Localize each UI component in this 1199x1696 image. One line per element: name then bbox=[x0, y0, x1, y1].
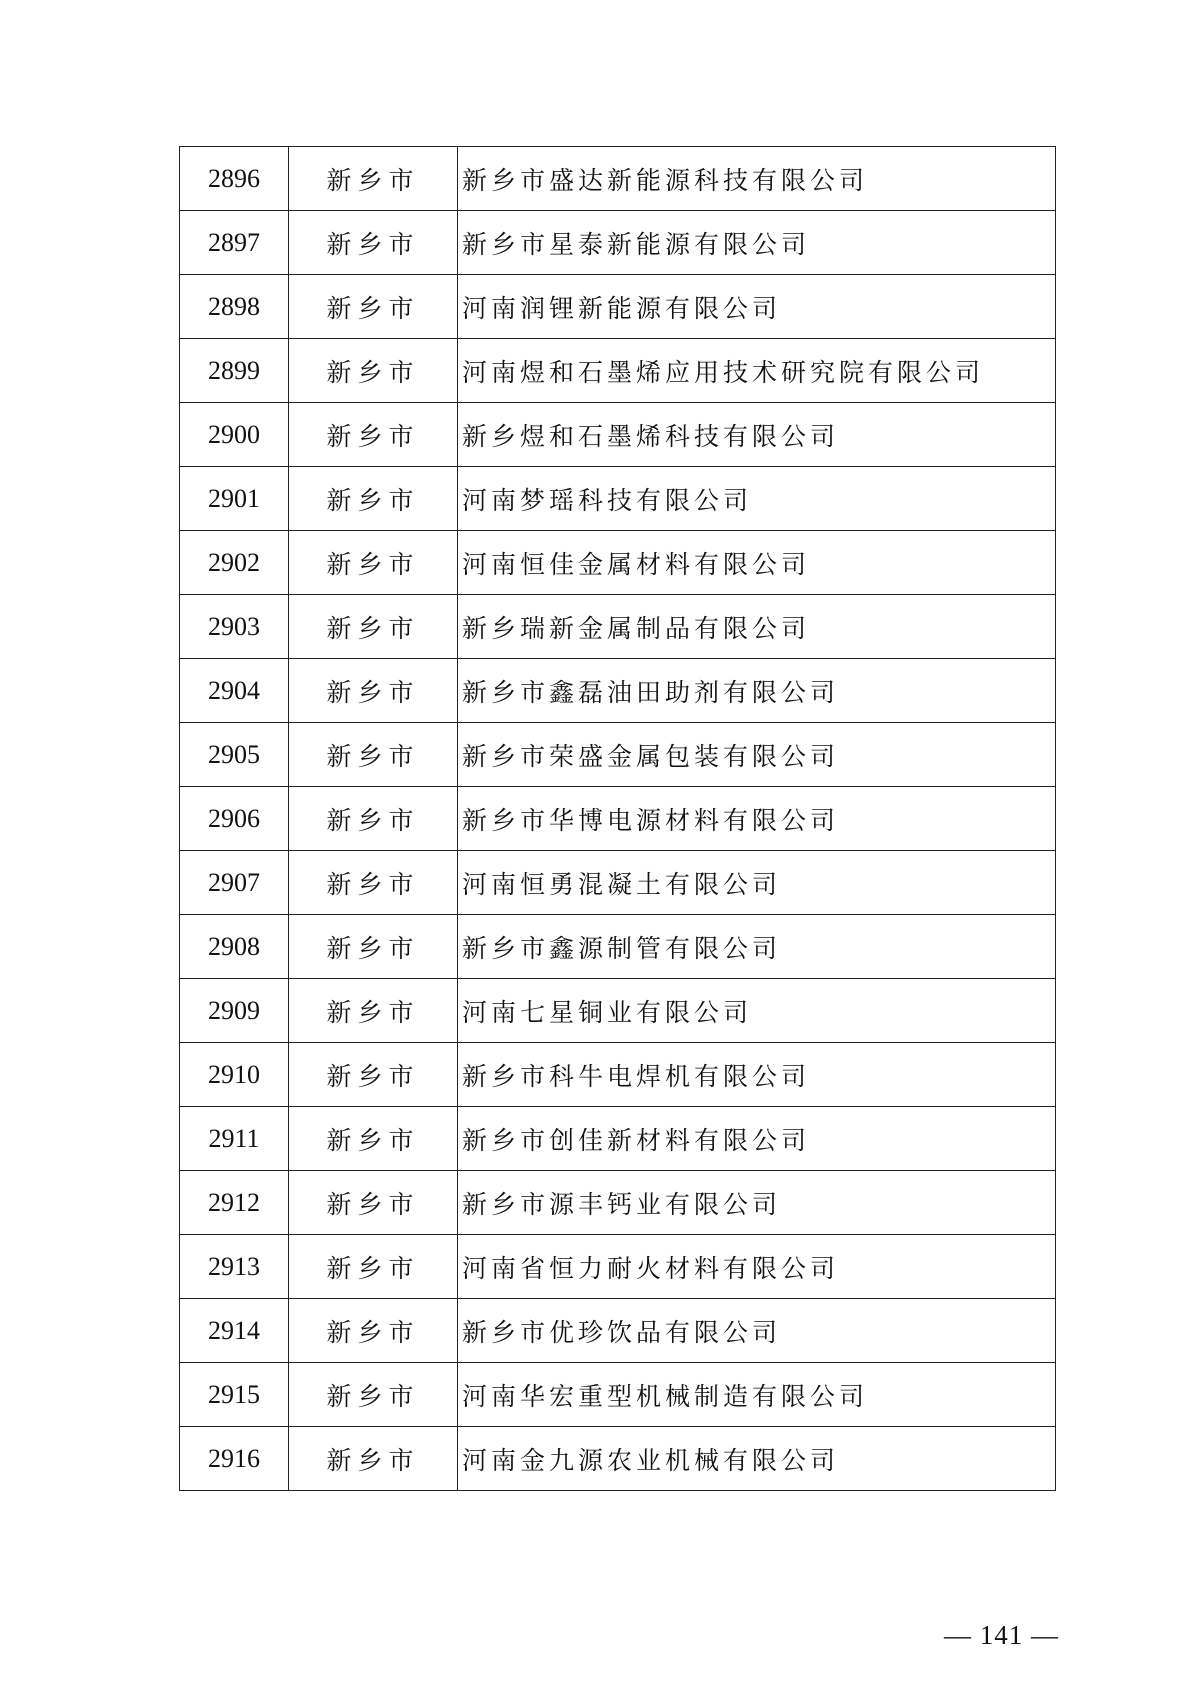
city-cell: 新乡市 bbox=[289, 787, 458, 851]
table-row bbox=[180, 979, 1056, 1043]
table-row bbox=[180, 1299, 1056, 1363]
city-cell: 新乡市 bbox=[289, 1299, 458, 1363]
city-cell: 新乡市 bbox=[289, 1171, 458, 1235]
table-row bbox=[180, 275, 1056, 339]
row-number-cell: 2896 bbox=[180, 147, 289, 211]
row-number-cell: 2897 bbox=[180, 211, 289, 275]
company-name-cell: 新乡煜和石墨烯科技有限公司 bbox=[458, 403, 1056, 467]
row-number-cell: 2910 bbox=[180, 1043, 289, 1107]
row-number-cell: 2905 bbox=[180, 723, 289, 787]
city-cell: 新乡市 bbox=[289, 531, 458, 595]
city-cell: 新乡市 bbox=[289, 211, 458, 275]
row-number-cell: 2909 bbox=[180, 979, 289, 1043]
city-cell: 新乡市 bbox=[289, 915, 458, 979]
company-name-cell: 新乡市优珍饮品有限公司 bbox=[458, 1299, 1056, 1363]
city-cell: 新乡市 bbox=[289, 659, 458, 723]
company-name-cell: 新乡市华博电源材料有限公司 bbox=[458, 787, 1056, 851]
company-name-cell: 河南金九源农业机械有限公司 bbox=[458, 1427, 1056, 1491]
company-name-cell: 河南煜和石墨烯应用技术研究院有限公司 bbox=[458, 339, 1056, 403]
row-number-cell: 2913 bbox=[180, 1235, 289, 1299]
company-name-cell: 新乡市荣盛金属包装有限公司 bbox=[458, 723, 1056, 787]
city-cell: 新乡市 bbox=[289, 979, 458, 1043]
table-row bbox=[180, 403, 1056, 467]
company-name-cell: 河南华宏重型机械制造有限公司 bbox=[458, 1363, 1056, 1427]
row-number-cell: 2916 bbox=[180, 1427, 289, 1491]
row-number-cell: 2914 bbox=[180, 1299, 289, 1363]
company-name-cell: 新乡瑞新金属制品有限公司 bbox=[458, 595, 1056, 659]
table-row bbox=[180, 1427, 1056, 1491]
company-name-cell: 河南省恒力耐火材料有限公司 bbox=[458, 1235, 1056, 1299]
table-row bbox=[180, 915, 1056, 979]
table-row bbox=[180, 531, 1056, 595]
city-cell: 新乡市 bbox=[289, 403, 458, 467]
row-number-cell: 2912 bbox=[180, 1171, 289, 1235]
company-name-cell: 河南梦瑶科技有限公司 bbox=[458, 467, 1056, 531]
company-name-cell: 新乡市科牛电焊机有限公司 bbox=[458, 1043, 1056, 1107]
company-list-body bbox=[180, 147, 1056, 1491]
company-name-cell: 新乡市创佳新材料有限公司 bbox=[458, 1107, 1056, 1171]
row-number-cell: 2906 bbox=[180, 787, 289, 851]
table-row bbox=[180, 1107, 1056, 1171]
company-name-cell: 河南润锂新能源有限公司 bbox=[458, 275, 1056, 339]
table-row bbox=[180, 595, 1056, 659]
company-name-cell: 新乡市盛达新能源科技有限公司 bbox=[458, 147, 1056, 211]
company-name-cell: 新乡市星泰新能源有限公司 bbox=[458, 211, 1056, 275]
company-name-cell: 河南七星铜业有限公司 bbox=[458, 979, 1056, 1043]
row-number-cell: 2900 bbox=[180, 403, 289, 467]
row-number-cell: 2898 bbox=[180, 275, 289, 339]
city-cell: 新乡市 bbox=[289, 723, 458, 787]
company-name-cell: 新乡市源丰钙业有限公司 bbox=[458, 1171, 1056, 1235]
city-cell: 新乡市 bbox=[289, 147, 458, 211]
city-cell: 新乡市 bbox=[289, 1363, 458, 1427]
company-name-cell: 新乡市鑫磊油田助剂有限公司 bbox=[458, 659, 1056, 723]
city-cell: 新乡市 bbox=[289, 1107, 458, 1171]
city-cell: 新乡市 bbox=[289, 1235, 458, 1299]
row-number-cell: 2911 bbox=[180, 1107, 289, 1171]
company-name-cell: 河南恒勇混凝土有限公司 bbox=[458, 851, 1056, 915]
city-cell: 新乡市 bbox=[289, 595, 458, 659]
page-number: — 141 — bbox=[944, 1620, 1059, 1650]
table-row bbox=[180, 147, 1056, 211]
city-cell: 新乡市 bbox=[289, 1043, 458, 1107]
row-number-cell: 2902 bbox=[180, 531, 289, 595]
table-row bbox=[180, 1363, 1056, 1427]
city-cell: 新乡市 bbox=[289, 467, 458, 531]
row-number-cell: 2899 bbox=[180, 339, 289, 403]
table-row bbox=[180, 467, 1056, 531]
row-number-cell: 2908 bbox=[180, 915, 289, 979]
table-row bbox=[180, 339, 1056, 403]
city-cell: 新乡市 bbox=[289, 275, 458, 339]
table-row bbox=[180, 787, 1056, 851]
row-number-cell: 2903 bbox=[180, 595, 289, 659]
company-name-cell: 新乡市鑫源制管有限公司 bbox=[458, 915, 1056, 979]
city-cell: 新乡市 bbox=[289, 851, 458, 915]
city-cell: 新乡市 bbox=[289, 339, 458, 403]
table-row bbox=[180, 1043, 1056, 1107]
company-name-cell: 河南恒佳金属材料有限公司 bbox=[458, 531, 1056, 595]
table-row bbox=[180, 851, 1056, 915]
company-list-table bbox=[179, 146, 1056, 1491]
row-number-cell: 2904 bbox=[180, 659, 289, 723]
row-number-cell: 2907 bbox=[180, 851, 289, 915]
table-row bbox=[180, 659, 1056, 723]
table-row bbox=[180, 1235, 1056, 1299]
table-row bbox=[180, 1171, 1056, 1235]
row-number-cell: 2915 bbox=[180, 1363, 289, 1427]
city-cell: 新乡市 bbox=[289, 1427, 458, 1491]
row-number-cell: 2901 bbox=[180, 467, 289, 531]
table-row bbox=[180, 723, 1056, 787]
table-row bbox=[180, 211, 1056, 275]
